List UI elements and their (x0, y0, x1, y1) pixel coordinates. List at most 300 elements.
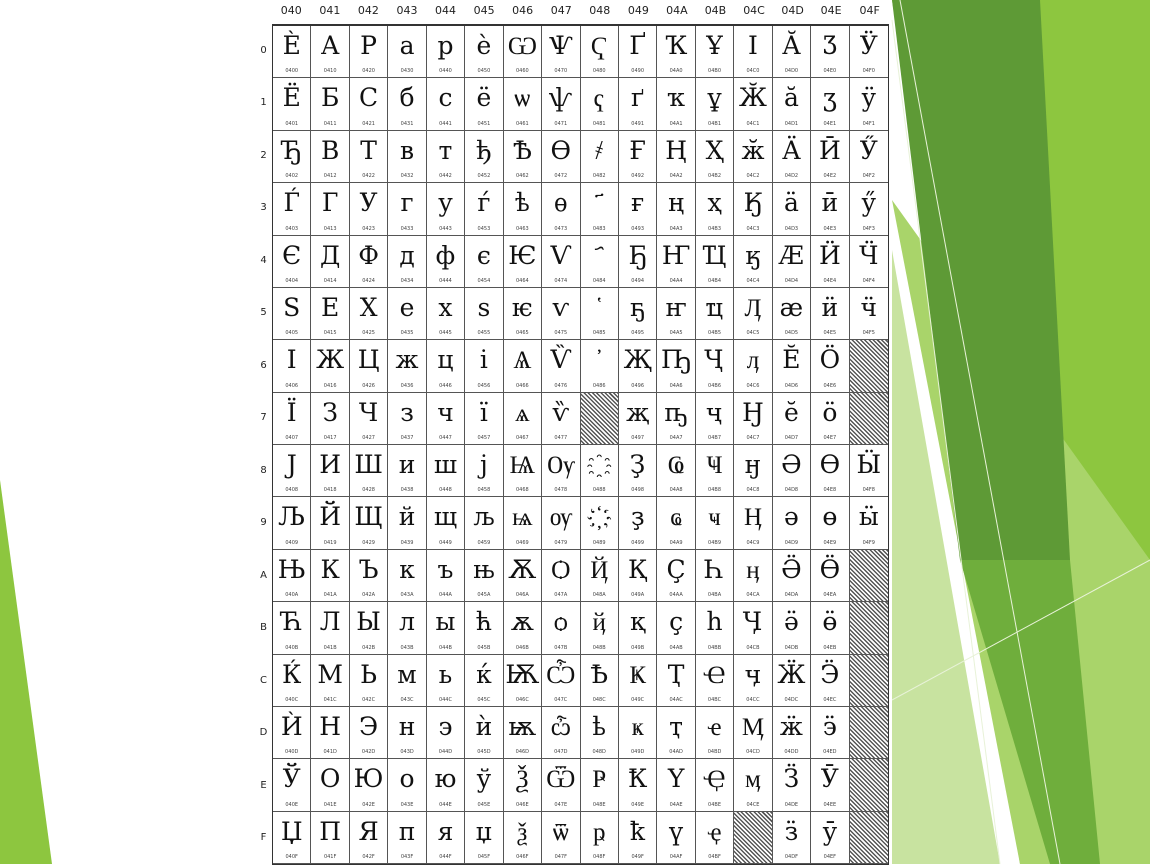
glyph: ы (435, 607, 456, 637)
glyph-cell (273, 655, 311, 707)
codepoint-label: 0470 (554, 68, 568, 75)
codepoint-label: 0473 (554, 225, 568, 232)
codepoint-label: 04EB (823, 644, 837, 651)
glyph-cell (273, 393, 311, 445)
codepoint-label: 0493 (631, 225, 645, 232)
glyph: т (438, 135, 453, 165)
codepoint-label: 04A9 (669, 539, 683, 546)
glyph-cell (811, 393, 849, 445)
glyph: ҡ (667, 83, 686, 113)
glyph-cell (811, 497, 849, 549)
codepoint-label: 0488 (592, 487, 606, 494)
codepoint-label: 0444 (439, 277, 452, 284)
codepoint-label: 049D (630, 749, 645, 756)
codepoint-label: 0451 (477, 120, 491, 127)
glyph: Ѳ (550, 135, 572, 165)
codepoint-label: 04C7 (746, 435, 760, 441)
codepoint-label: 0494 (631, 277, 645, 284)
codepoint-label: 04BE (708, 801, 721, 808)
glyph-cell (427, 655, 465, 707)
glyph: ў (476, 764, 492, 794)
codepoint-label: 0401 (285, 120, 299, 127)
glyph-cell (581, 655, 619, 707)
glyph: ф (435, 240, 456, 270)
glyph-cell (273, 759, 311, 811)
glyph: ѥ (511, 292, 533, 322)
glyph-cell (773, 655, 811, 707)
glyph: Ӥ (818, 240, 841, 270)
glyph-cell (734, 236, 772, 288)
glyph: Ӓ (781, 135, 801, 165)
glyph-cell (465, 131, 503, 183)
glyph: К (320, 554, 340, 584)
glyph: П (319, 816, 342, 846)
glyph-cell (619, 340, 657, 392)
codepoint-label: 04E7 (823, 435, 837, 441)
glyph: Б (320, 83, 340, 113)
glyph-cell (427, 340, 465, 392)
codepoint-label: 0440 (439, 68, 452, 75)
glyph-cell (350, 497, 388, 549)
codepoint-label: 04BF (708, 854, 721, 860)
codepoint-label: 042F (362, 854, 375, 860)
codepoint-label: 04AE (669, 801, 683, 808)
codepoint-label: 04B6 (708, 382, 722, 389)
glyph-cell (696, 497, 734, 549)
row-header: A (260, 569, 267, 581)
unassigned-cell (850, 655, 888, 707)
codepoint-label: 0465 (515, 330, 529, 337)
glyph-cell (773, 759, 811, 811)
glyph: ч (437, 397, 454, 427)
glyph: Ӌ (743, 607, 763, 637)
codepoint-label: 041C (323, 696, 337, 703)
codepoint-label: 04D2 (784, 173, 799, 180)
glyph-cell (504, 445, 542, 497)
column-header-row (272, 0, 889, 24)
glyph-cell (427, 497, 465, 549)
glyph: Ң (665, 135, 687, 165)
glyph-cell (619, 812, 657, 864)
codepoint-label: 04BC (707, 696, 722, 703)
glyph-cell (542, 812, 580, 864)
glyph: Ӕ (778, 240, 804, 270)
row-header: E (260, 779, 267, 791)
glyph-cell (657, 445, 695, 497)
codepoint-label: 0472 (554, 173, 568, 180)
glyph: ӝ (779, 711, 803, 741)
codepoint-label: 04A6 (669, 382, 683, 389)
glyph-cell (811, 183, 849, 235)
glyph: È (282, 31, 301, 60)
row-header: 9 (260, 517, 267, 529)
glyph: О (319, 764, 341, 794)
glyph: ӄ (745, 240, 761, 270)
codepoint-label: 045E (477, 801, 491, 808)
codepoint-label: 04E6 (823, 382, 837, 389)
codepoint-label: 04CB (746, 644, 760, 651)
glyph-cell (811, 707, 849, 759)
codepoint-label: 0423 (362, 225, 375, 232)
codepoint-label: 048E (592, 801, 606, 808)
glyph: Ӵ (859, 240, 879, 270)
codepoint-label: 0408 (285, 487, 299, 494)
glyph: ґ (631, 83, 645, 113)
glyph: ь (438, 659, 453, 689)
glyph-cell (388, 236, 426, 288)
glyph-cell (696, 393, 734, 445)
row-header: 0 (260, 44, 267, 56)
codepoint-label: 04AD (669, 749, 683, 756)
glyph-cell (388, 26, 426, 78)
codepoint-label: 0437 (400, 435, 414, 441)
codepoint-label: 04D7 (784, 435, 799, 441)
codepoint-label: 046D (515, 749, 530, 756)
glyph: Ѧ (513, 345, 532, 375)
glyph-cell (388, 497, 426, 549)
codepoint-label: 0454 (477, 277, 491, 284)
codepoint-label: 0481 (592, 120, 606, 127)
glyph: Ҫ (666, 554, 686, 584)
glyph: и (398, 450, 416, 479)
codepoint-label: 0489 (592, 539, 606, 546)
glyph: Љ (278, 502, 306, 532)
glyph: Ҋ (590, 554, 609, 584)
glyph: є (476, 240, 491, 270)
glyph-cell (542, 445, 580, 497)
glyph-cell (542, 78, 580, 130)
codepoint-label: 0467 (515, 435, 529, 441)
glyph: ҩ (670, 502, 682, 532)
glyph: Ә (781, 450, 802, 479)
glyph: ұ (707, 83, 722, 113)
glyph: ҹ (708, 502, 721, 532)
codepoint-label: 04A1 (669, 120, 683, 127)
codepoint-label: 0400 (285, 68, 299, 75)
character-grid (272, 24, 889, 865)
glyph: Ѹ (547, 450, 575, 479)
glyph-cell (350, 183, 388, 235)
glyph: ӈ (744, 450, 762, 479)
codepoint-label: 046E (515, 801, 529, 808)
glyph-cell (696, 288, 734, 340)
glyph: С (359, 83, 379, 113)
glyph: ғ (631, 188, 645, 218)
glyph: ӭ (822, 711, 837, 741)
glyph: Ҷ (705, 345, 724, 375)
unassigned-cell (850, 393, 888, 445)
codepoint-label: 048D (592, 749, 606, 756)
glyph: Ӡ (822, 31, 837, 60)
glyph: Ж (316, 345, 345, 375)
glyph: Ѝ (280, 711, 303, 741)
glyph: Ѥ (508, 240, 537, 270)
glyph: Ы (356, 607, 381, 637)
glyph: Ї (286, 397, 297, 427)
row-header: 8 (260, 464, 267, 476)
glyph-cell (619, 183, 657, 235)
glyph-cell (773, 497, 811, 549)
glyph-cell (350, 131, 388, 183)
glyph: Ц (357, 345, 380, 375)
codepoint-label: 04AA (669, 592, 683, 599)
glyph: Ѻ (551, 554, 571, 584)
glyph-cell (696, 550, 734, 602)
column-header: 042 (357, 4, 379, 17)
codepoint-label: 041A (323, 592, 337, 599)
glyph-cell (696, 707, 734, 759)
glyph: Қ (627, 554, 648, 584)
codepoint-label: 044E (439, 801, 452, 808)
glyph-cell (734, 759, 772, 811)
codepoint-label: 046F (516, 854, 529, 860)
glyph: Э (359, 711, 379, 741)
glyph-cell (350, 393, 388, 445)
codepoint-label: 049A (631, 592, 645, 599)
glyph: а (399, 31, 415, 60)
glyph: è (476, 31, 492, 60)
glyph-cell (504, 393, 542, 445)
codepoint-label: 047C (554, 696, 568, 703)
codepoint-label: 04D8 (784, 487, 799, 494)
glyph: Ӗ (782, 345, 801, 375)
codepoint-label: 0410 (323, 68, 337, 75)
glyph (581, 498, 618, 536)
glyph-cell (581, 183, 619, 235)
codepoint-label: 04E5 (823, 330, 837, 337)
codepoint-label: 04F8 (862, 487, 875, 494)
glyph: ї (479, 397, 488, 427)
codepoint-label: 048C (592, 696, 606, 703)
glyph-cell (581, 340, 619, 392)
glyph-cell (350, 655, 388, 707)
glyph-cell (273, 707, 311, 759)
glyph: Ӛ (781, 554, 802, 584)
glyph-cell (581, 550, 619, 602)
codepoint-label: 0421 (362, 120, 375, 127)
glyph-cell (773, 602, 811, 654)
codepoint-label: 04B4 (708, 277, 722, 284)
codepoint-label: 0476 (554, 382, 568, 389)
codepoint-label: 045C (477, 696, 491, 703)
glyph-cell (542, 183, 580, 235)
glyph-cell (311, 655, 349, 707)
glyph-cell (504, 550, 542, 602)
glyph: я (437, 816, 454, 846)
glyph: о (399, 764, 415, 794)
codepoint-label: 04D4 (784, 277, 799, 284)
glyph: Ү (667, 764, 685, 794)
glyph: ъ (437, 554, 454, 584)
glyph: Ѿ (546, 764, 576, 794)
row-header: 3 (260, 202, 267, 214)
codepoint-label: 0492 (631, 173, 645, 180)
glyph: Л (319, 607, 341, 637)
codepoint-label: 04E1 (823, 120, 837, 127)
glyph: Ѫ (508, 554, 537, 584)
glyph: ӳ (861, 188, 877, 218)
glyph: Й (319, 502, 342, 532)
glyph-cell (811, 78, 849, 130)
glyph: Ѯ (516, 764, 529, 794)
glyph: Ѕ (283, 292, 301, 322)
glyph-cell (542, 131, 580, 183)
glyph-cell (773, 393, 811, 445)
codepoint-label: 04CA (746, 592, 760, 599)
codepoint-label: 04E4 (823, 277, 837, 284)
codepoint-label: 04E3 (823, 225, 837, 232)
codepoint-label: 0428 (362, 487, 375, 494)
glyph: ҷ (705, 397, 724, 427)
glyph: ҽ (707, 711, 722, 741)
glyph-cell (273, 26, 311, 78)
codepoint-label: 043B (400, 644, 414, 651)
glyph-cell (657, 183, 695, 235)
glyph-cell (773, 236, 811, 288)
column-header: 045 (473, 4, 495, 17)
codepoint-label: 041D (323, 749, 337, 756)
glyph-cell (773, 445, 811, 497)
glyph: ә (784, 502, 799, 532)
codepoint-label: 04AC (669, 696, 683, 703)
codepoint-label: 0404 (285, 277, 299, 284)
glyph-cell (350, 759, 388, 811)
codepoint-label: 046A (515, 592, 529, 599)
column-header: 04C (743, 4, 765, 17)
codepoint-label: 0439 (400, 539, 414, 546)
codepoint-label: 047E (554, 801, 568, 808)
codepoint-label: 0414 (323, 277, 337, 284)
glyph-cell (657, 759, 695, 811)
codepoint-label: 04C5 (746, 330, 760, 337)
glyph: в (399, 135, 415, 165)
codepoint-label: 0469 (515, 539, 529, 546)
glyph: Ч (358, 397, 379, 427)
glyph: с (438, 83, 453, 113)
codepoint-label: 04B0 (708, 68, 722, 75)
glyph-cell (465, 393, 503, 445)
codepoint-label: 04A5 (669, 330, 683, 337)
codepoint-label: 04D6 (784, 382, 799, 389)
codepoint-label: 043F (400, 854, 414, 860)
glyph: Ѷ (550, 345, 572, 375)
codepoint-label: 04F9 (862, 539, 875, 546)
codepoint-label: 0479 (554, 539, 568, 546)
glyph: ѳ (553, 188, 568, 218)
glyph: Ӑ (781, 31, 801, 60)
codepoint-label: 0405 (285, 330, 299, 337)
glyph: Ғ (629, 135, 646, 165)
codepoint-label: 04A2 (669, 173, 683, 180)
glyph: Ҳ (705, 135, 724, 165)
codepoint-label: 042E (362, 801, 375, 808)
codepoint-label: 0452 (477, 173, 491, 180)
glyph: ц (437, 345, 454, 375)
codepoint-label: 04F3 (862, 225, 875, 232)
glyph: Щ (354, 502, 383, 532)
glyph-cell (465, 812, 503, 864)
glyph: х (438, 292, 453, 322)
glyph: У (359, 188, 378, 218)
glyph-cell (696, 655, 734, 707)
glyph: Е (321, 292, 340, 322)
codepoint-label: 046B (515, 644, 529, 651)
glyph-cell (388, 393, 426, 445)
column-header: 04B (704, 4, 727, 17)
row-header: 7 (260, 412, 267, 424)
glyph-cell (273, 340, 311, 392)
codepoint-label: 0456 (477, 382, 491, 389)
glyph-cell (388, 812, 426, 864)
glyph-cell (696, 26, 734, 78)
glyph: ҵ (705, 292, 724, 322)
codepoint-label: 04BD (707, 749, 722, 756)
glyph-cell (273, 78, 311, 130)
glyph-cell (773, 550, 811, 602)
codepoint-label: 0407 (285, 435, 299, 441)
glyph-cell (465, 655, 503, 707)
row-header: F (260, 832, 267, 844)
glyph: н (398, 711, 416, 741)
glyph: Ҩ (667, 450, 685, 479)
glyph-cell (427, 78, 465, 130)
glyph: ҟ (629, 816, 646, 846)
glyph: Ҹ (706, 450, 723, 479)
glyph: ң (668, 188, 685, 218)
glyph-cell (581, 497, 619, 549)
glyph-cell (696, 236, 734, 288)
codepoint-label: 04B5 (708, 330, 722, 337)
codepoint-label: 0485 (592, 330, 606, 337)
glyph-cell (581, 26, 619, 78)
glyph-cell (657, 340, 695, 392)
glyph-cell (350, 707, 388, 759)
codepoint-label: 0434 (400, 277, 414, 284)
codepoint-label: 0416 (323, 382, 337, 389)
glyph-cell (311, 707, 349, 759)
glyph-cell (734, 707, 772, 759)
glyph-cell (619, 655, 657, 707)
codepoint-label: 042C (362, 696, 376, 703)
glyph: Д (319, 240, 341, 270)
glyph-cell (811, 236, 849, 288)
glyph-cell (734, 183, 772, 235)
glyph-cell (465, 759, 503, 811)
glyph: Ѵ (550, 240, 572, 270)
codepoint-label: 0474 (554, 277, 568, 284)
glyph-cell (811, 655, 849, 707)
glyph-cell (581, 288, 619, 340)
glyph-cell (850, 497, 888, 549)
codepoint-label: 0458 (477, 487, 491, 494)
glyph-cell (773, 812, 811, 864)
codepoint-label: 0483 (592, 225, 606, 232)
glyph: Ұ (706, 31, 723, 60)
glyph-cell (427, 26, 465, 78)
codepoint-label: 0484 (592, 277, 606, 284)
codepoint-label: 0499 (631, 539, 645, 546)
glyph-cell (311, 759, 349, 811)
codepoint-label: 04C8 (746, 487, 760, 494)
codepoint-label: 0432 (400, 173, 414, 180)
codepoint-label: 048B (592, 644, 606, 651)
codepoint-label: 0475 (554, 330, 568, 337)
codepoint-label: 0446 (439, 382, 452, 389)
codepoint-label: 0459 (477, 539, 491, 546)
column-header: 04D (781, 4, 804, 17)
glyph: Ҍ (590, 659, 609, 689)
glyph-cell (311, 183, 349, 235)
